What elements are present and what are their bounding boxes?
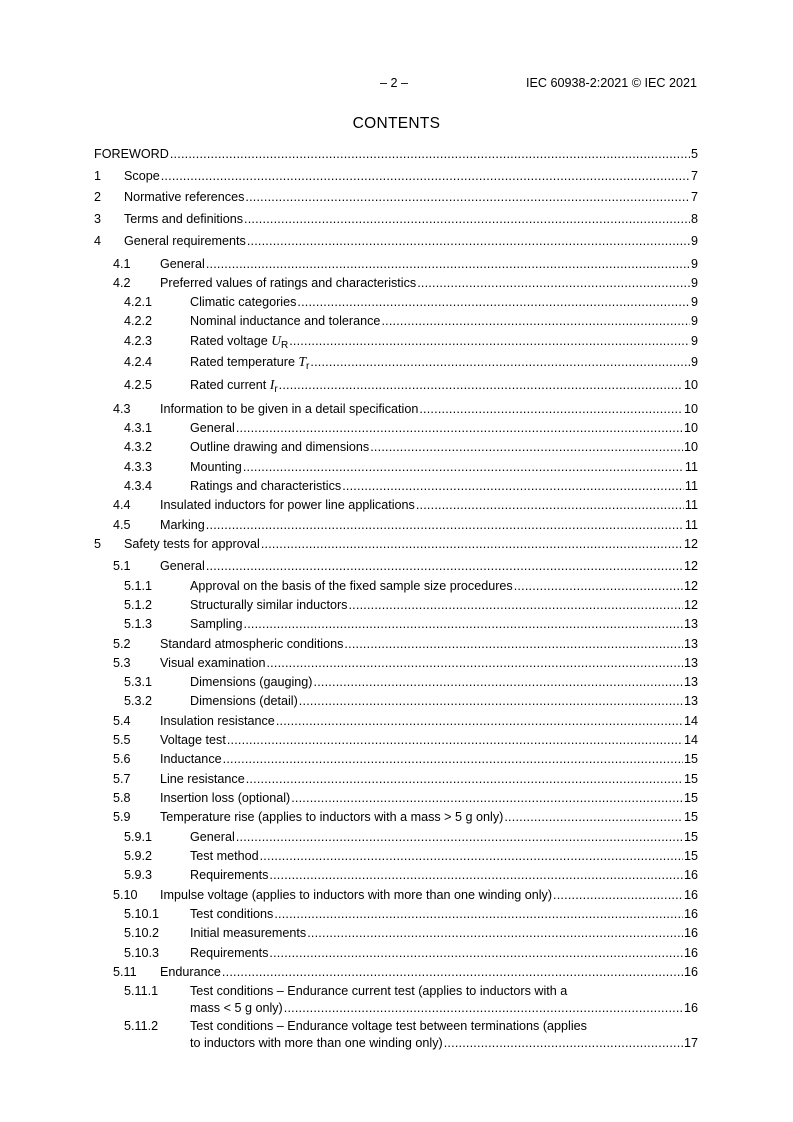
toc-entry-title: Test method <box>190 849 259 863</box>
toc-entry-number: 5.1.1 <box>124 579 153 593</box>
toc-entry-line <box>160 887 698 903</box>
toc-entry-number: 5.11 <box>113 965 137 979</box>
toc-leader-dots <box>291 790 683 806</box>
toc-entry-line <box>190 478 698 494</box>
toc-leader-dots <box>416 497 684 513</box>
toc-entry[interactable] <box>94 146 698 162</box>
toc-entry-title: Requirements <box>190 946 269 960</box>
toc-entry[interactable] <box>94 401 698 417</box>
toc-entry-number: 5.3.1 <box>124 675 153 689</box>
toc-entry[interactable] <box>94 478 698 494</box>
toc-leader-dots <box>444 1035 683 1051</box>
toc-entry-line <box>160 713 698 729</box>
toc-entry-line <box>124 211 698 227</box>
toc-entry[interactable] <box>94 945 698 961</box>
toc-entry[interactable] <box>94 867 698 883</box>
toc-leader-dots <box>284 1000 683 1016</box>
toc-entry-title: General <box>190 421 235 435</box>
toc-page-number: 10 <box>683 378 698 392</box>
toc-entry-line <box>160 517 698 533</box>
toc-entry[interactable] <box>94 713 698 729</box>
toc-entry-title: Insulated inductors for power line applications <box>160 498 415 512</box>
toc-leader-dots <box>504 809 683 825</box>
toc-leader-dots <box>342 478 684 494</box>
toc-page-number: 9 <box>690 355 698 369</box>
toc-entry-line <box>190 848 698 864</box>
toc-entry-title: Inductance <box>160 752 222 766</box>
toc-leader-dots <box>206 517 684 533</box>
toc-entry-title: General <box>160 257 205 271</box>
toc-entry-number: 5.9 <box>113 810 131 824</box>
toc-entry[interactable] <box>94 558 698 574</box>
toc-entry-line <box>190 578 698 594</box>
toc-leader-dots <box>236 420 683 436</box>
toc-entry-number: 3 <box>94 212 102 226</box>
toc-entry-number: 5.1.2 <box>124 598 153 612</box>
toc-leader-dots <box>261 536 683 552</box>
toc-entry-number: 5.8 <box>113 791 131 805</box>
toc-entry-number: 4.3.2 <box>124 440 153 454</box>
toc-entry[interactable] <box>94 578 698 594</box>
toc-entry-number: 5.1.3 <box>124 617 153 631</box>
toc-entry-line <box>160 275 698 291</box>
toc-entry-title: General requirements <box>124 234 246 248</box>
toc-entry[interactable] <box>94 459 698 475</box>
toc-entry-line <box>190 1035 698 1051</box>
toc-entry-number: 4.2 <box>113 276 131 290</box>
toc-leader-dots <box>227 732 683 748</box>
toc-page-number: 14 <box>683 714 698 728</box>
toc-entry-number: 2 <box>94 190 102 204</box>
toc-leader-dots <box>269 945 683 961</box>
toc-entry-number: 5.9.3 <box>124 868 153 882</box>
toc-page-number: 16 <box>683 888 698 902</box>
toc-leader-dots <box>279 377 683 393</box>
toc-entry-title: Insertion loss (optional) <box>160 791 291 805</box>
toc-entry-title: Scope <box>124 169 160 183</box>
toc-entry-line <box>124 189 698 205</box>
toc-entry-number: 5.9.2 <box>124 849 153 863</box>
toc-leader-dots <box>243 459 684 475</box>
toc-page-number: 9 <box>690 234 698 248</box>
toc-entry-title: Approval on the basis of the fixed sample size procedures <box>190 579 513 593</box>
toc-entry[interactable] <box>94 925 698 941</box>
toc-page-number: 15 <box>683 849 698 863</box>
toc-entry[interactable] <box>94 848 698 864</box>
toc-page-number: 15 <box>683 752 698 766</box>
toc-entry-title: Rated current $I_r$ <box>190 377 278 395</box>
toc-entry-symbol: I <box>269 377 275 392</box>
toc-entry-number: 5.7 <box>113 772 131 786</box>
toc-entry-symbol-subscript: R <box>280 340 289 351</box>
toc-entry-line <box>160 558 698 574</box>
toc-page-number: 10 <box>683 440 698 454</box>
toc-entry-number: 4.2.1 <box>124 295 153 309</box>
toc-leader-dots <box>348 597 683 613</box>
toc-entry-title: Rated temperature $T_r$ <box>190 354 310 372</box>
toc-entry-number: 4.3 <box>113 402 131 416</box>
toc-entry-title: Ratings and characteristics <box>190 479 342 493</box>
toc-entry[interactable] <box>94 1018 698 1052</box>
toc-entry-number: 5.4 <box>113 714 131 728</box>
toc-page-number: 12 <box>683 537 698 551</box>
toc-leader-dots <box>266 655 683 671</box>
toc-entry-title: mass < 5 g only) <box>190 1001 283 1015</box>
toc-entry-number: 5.1 <box>113 559 131 573</box>
toc-entry-line <box>190 906 698 922</box>
toc-entry[interactable] <box>94 887 698 903</box>
toc-entry-symbol: U <box>271 333 281 348</box>
toc-entry-number: 4.1 <box>113 257 131 271</box>
toc-entry-number: 5.2 <box>113 637 131 651</box>
toc-leader-dots <box>314 674 683 690</box>
toc-entry-title: General <box>160 559 205 573</box>
toc-entry-line <box>190 420 698 436</box>
toc-entry-title: Insulation resistance <box>160 714 275 728</box>
toc-entry-line <box>160 497 698 513</box>
toc-page-number: 16 <box>683 965 698 979</box>
toc-entry-title: Temperature rise (applies to inductors with a mass > 5 g only) <box>160 810 504 824</box>
toc-leader-dots <box>260 848 683 864</box>
toc-leader-dots <box>419 401 683 417</box>
toc-leader-dots <box>222 964 683 980</box>
toc-page-number: 15 <box>683 791 698 805</box>
toc-entry-title: Nominal inductance and tolerance <box>190 314 381 328</box>
toc-entry-title: Visual examination <box>160 656 266 670</box>
toc-entry[interactable] <box>94 211 698 227</box>
toc-entry[interactable] <box>94 168 698 184</box>
toc-entry-title: to inductors with more than one winding only) <box>190 1036 443 1050</box>
toc-entry-number: 4.2.5 <box>124 378 153 392</box>
toc-entry[interactable] <box>94 674 698 690</box>
toc-entry-title: Rated voltage $U_R$ <box>190 333 289 351</box>
toc-page-number: 10 <box>683 421 698 435</box>
toc-entry[interactable] <box>94 636 698 652</box>
toc-leader-dots <box>289 333 690 349</box>
toc-leader-dots <box>381 313 690 329</box>
toc-entry-line <box>124 536 698 552</box>
toc-entry-line <box>190 597 698 613</box>
toc-entry-line <box>190 354 698 370</box>
toc-entry[interactable] <box>94 354 698 370</box>
toc-page-number: 15 <box>683 810 698 824</box>
toc-entry-line <box>190 693 698 709</box>
toc-entry-line <box>190 459 698 475</box>
toc-page-number: 11 <box>684 479 698 493</box>
toc-entry[interactable] <box>94 333 698 349</box>
toc-entry[interactable] <box>94 597 698 613</box>
toc-page-number: 16 <box>683 946 698 960</box>
toc-leader-dots <box>244 211 690 227</box>
toc-entry-title: FOREWORD <box>94 147 169 161</box>
toc-entry-line <box>160 751 698 767</box>
toc-page-number: 11 <box>684 498 698 512</box>
toc-entry-title: Voltage test <box>160 733 226 747</box>
page-title: CONTENTS <box>352 115 441 132</box>
toc-leader-dots <box>310 354 690 370</box>
page-number: – 2 – <box>380 76 409 90</box>
toc-page-number: 8 <box>690 212 698 226</box>
toc-entry-title: Sampling <box>190 617 243 631</box>
toc-entry-title: Preferred values of ratings and characteristics <box>160 276 417 290</box>
toc-page-number: 15 <box>683 772 698 786</box>
toc-entry-title: Impulse voltage (applies to inductors with more than one winding only) <box>160 888 553 902</box>
toc-entry-number: 4.2.2 <box>124 314 153 328</box>
toc-entry-line <box>160 771 698 787</box>
toc-entry-line <box>190 313 698 329</box>
toc-entry-number: 5.11.2 <box>124 1019 159 1033</box>
toc-entry-line <box>190 439 698 455</box>
toc-entry-line <box>160 636 698 652</box>
toc-entry[interactable] <box>94 497 698 513</box>
toc-page-number: 13 <box>683 694 698 708</box>
toc-entry-number: 5.10.1 <box>124 907 160 921</box>
toc-entry-title: Normative references <box>124 190 245 204</box>
toc-entry-title: General <box>190 830 235 844</box>
toc-leader-dots <box>206 558 683 574</box>
toc-page-number: 16 <box>683 926 698 940</box>
toc-entry-title: Line resistance <box>160 772 245 786</box>
toc-entry-number: 4.5 <box>113 518 131 532</box>
toc-entry-number: 5.10 <box>113 888 138 902</box>
toc-entry[interactable] <box>94 616 698 632</box>
toc-page-number: 9 <box>690 257 698 271</box>
toc-page-number: 13 <box>683 675 698 689</box>
toc-leader-dots <box>307 925 683 941</box>
toc-leader-dots <box>370 439 683 455</box>
toc-entry-line <box>124 233 698 249</box>
toc-entry[interactable] <box>94 420 698 436</box>
toc-entry-number: 5 <box>94 537 102 551</box>
toc-page-number: 13 <box>683 656 698 670</box>
toc-leader-dots <box>417 275 690 291</box>
toc-entry-line <box>190 333 698 349</box>
toc-leader-dots <box>223 751 683 767</box>
toc-entry[interactable] <box>94 983 698 1017</box>
toc-entry[interactable] <box>94 693 698 709</box>
toc-page-number: 13 <box>683 617 698 631</box>
toc-entry-number: 4.3.1 <box>124 421 153 435</box>
toc-entry-title: Marking <box>160 518 205 532</box>
toc-page-number: 7 <box>690 169 698 183</box>
toc-entry-line <box>160 809 698 825</box>
toc-entry-number: 5.3.2 <box>124 694 153 708</box>
toc-page-number: 12 <box>683 559 698 573</box>
toc-page-number: 9 <box>690 334 698 348</box>
toc-entry-line <box>160 655 698 671</box>
toc-entry-line <box>190 945 698 961</box>
toc-entry[interactable] <box>94 906 698 922</box>
toc-entry[interactable] <box>94 655 698 671</box>
toc-entry-number: 5.10.3 <box>124 946 160 960</box>
toc-page-number: 12 <box>683 579 698 593</box>
toc-leader-dots <box>274 906 683 922</box>
toc-leader-dots <box>299 693 683 709</box>
toc-entry[interactable] <box>94 377 698 393</box>
toc-page-number: 9 <box>690 295 698 309</box>
standard-reference: IEC 60938-2:2021 © IEC 2021 <box>525 76 697 90</box>
toc-entry[interactable] <box>94 809 698 825</box>
toc-entry[interactable] <box>94 964 698 980</box>
toc-leader-dots <box>170 146 690 162</box>
toc-entry[interactable] <box>94 751 698 767</box>
toc-entry-line <box>190 616 698 632</box>
toc-entry-title: Safety tests for approval <box>124 537 260 551</box>
toc-entry-title: Initial measurements <box>190 926 307 940</box>
toc-page-number: 16 <box>683 1001 698 1015</box>
toc-entry-number: 4.2.4 <box>124 355 153 369</box>
toc-entry-line <box>160 964 698 980</box>
toc-entry-number: 4.3.4 <box>124 479 153 493</box>
toc-page-number: 9 <box>690 276 698 290</box>
toc-entry-number: 5.11.1 <box>124 984 159 998</box>
toc-entry[interactable] <box>94 275 698 291</box>
toc-entry-title: Dimensions (detail) <box>190 694 298 708</box>
toc-entry[interactable] <box>94 256 698 272</box>
toc-entry-line <box>124 168 698 184</box>
toc-entry[interactable] <box>94 771 698 787</box>
toc-leader-dots <box>553 887 683 903</box>
toc-leader-dots <box>344 636 683 652</box>
toc-entry-line <box>190 829 698 845</box>
toc-entry-number: 4.3.3 <box>124 460 153 474</box>
toc-leader-dots <box>161 168 690 184</box>
toc-page-number: 7 <box>690 190 698 204</box>
toc-page-number: 13 <box>683 637 698 651</box>
toc-entry-line <box>160 401 698 417</box>
toc-leader-dots <box>276 713 683 729</box>
toc-entry-line <box>94 146 698 162</box>
toc-entry[interactable] <box>94 536 698 552</box>
toc-entry-symbol-subscript: r <box>274 384 278 395</box>
toc-entry-title: Mounting <box>190 460 242 474</box>
toc-entry[interactable] <box>94 732 698 748</box>
toc-entry-number: 4.2.3 <box>124 334 153 348</box>
toc-leader-dots <box>297 294 690 310</box>
toc-entry-title-line1: Test conditions – Endurance voltage test between terminations (applies <box>190 1019 587 1033</box>
toc-page-number: 17 <box>683 1036 698 1050</box>
toc-page-number: 12 <box>683 598 698 612</box>
toc-leader-dots <box>206 256 690 272</box>
toc-leader-dots <box>514 578 683 594</box>
toc-entry-line <box>160 256 698 272</box>
toc-entry[interactable] <box>94 313 698 329</box>
toc-page-number: 10 <box>683 402 698 416</box>
toc-entry[interactable] <box>94 294 698 310</box>
toc-page-number: 11 <box>684 518 698 532</box>
toc-entry-number: 5.3 <box>113 656 131 670</box>
toc-leader-dots <box>246 771 683 787</box>
toc-page-number: 15 <box>683 830 698 844</box>
toc-leader-dots <box>245 189 690 205</box>
toc-leader-dots <box>247 233 690 249</box>
toc-entry-number: 4 <box>94 234 102 248</box>
toc-entry-line <box>190 867 698 883</box>
toc-entry-number: 5.9.1 <box>124 830 153 844</box>
toc-entry-title: Outline drawing and dimensions <box>190 440 370 454</box>
toc-entry-title-line1: Test conditions – Endurance current test (applies to inductors with a <box>190 984 568 998</box>
toc-entry-line <box>190 674 698 690</box>
toc-entry-line <box>190 294 698 310</box>
toc-entry-title: Requirements <box>190 868 269 882</box>
toc-entry[interactable] <box>94 790 698 806</box>
toc-entry-symbol: T <box>298 354 307 369</box>
toc-entry[interactable] <box>94 439 698 455</box>
toc-entry-title: Terms and definitions <box>124 212 244 226</box>
toc-leader-dots <box>236 829 683 845</box>
toc-entry-line <box>160 790 698 806</box>
toc-entry-title: Test conditions <box>190 907 274 921</box>
toc-leader-dots <box>269 867 683 883</box>
toc-entry-number: 1 <box>94 169 102 183</box>
toc-entry[interactable] <box>94 829 698 845</box>
toc-entry[interactable] <box>94 189 698 205</box>
toc-page-number: 16 <box>683 907 698 921</box>
toc-page-number: 11 <box>684 460 698 474</box>
toc-entry-line <box>190 377 698 393</box>
toc-page-number: 16 <box>683 868 698 882</box>
toc-entry-title: Climatic categories <box>190 295 297 309</box>
toc-entry-title: Structurally similar inductors <box>190 598 348 612</box>
toc-page-number: 9 <box>690 314 698 328</box>
toc-page-number: 5 <box>690 147 698 161</box>
toc-entry-line <box>160 732 698 748</box>
toc-entry-line <box>190 925 698 941</box>
toc-leader-dots <box>244 616 683 632</box>
toc-entry[interactable] <box>94 233 698 249</box>
toc-entry-title: Endurance <box>160 965 221 979</box>
toc-entry-title: Information to be given in a detail specification <box>160 402 419 416</box>
toc-entry-number: 5.6 <box>113 752 131 766</box>
toc-entry-number: 5.5 <box>113 733 131 747</box>
toc-entry-symbol-subscript: r <box>306 361 310 372</box>
toc-entry-number: 5.10.2 <box>124 926 160 940</box>
toc-entry-number: 4.4 <box>113 498 131 512</box>
toc-entry[interactable] <box>94 517 698 533</box>
toc-entry-title: Standard atmospheric conditions <box>160 637 344 651</box>
toc-page-number: 14 <box>683 733 698 747</box>
toc-entry-line <box>190 1000 698 1016</box>
toc-entry-title: Dimensions (gauging) <box>190 675 313 689</box>
